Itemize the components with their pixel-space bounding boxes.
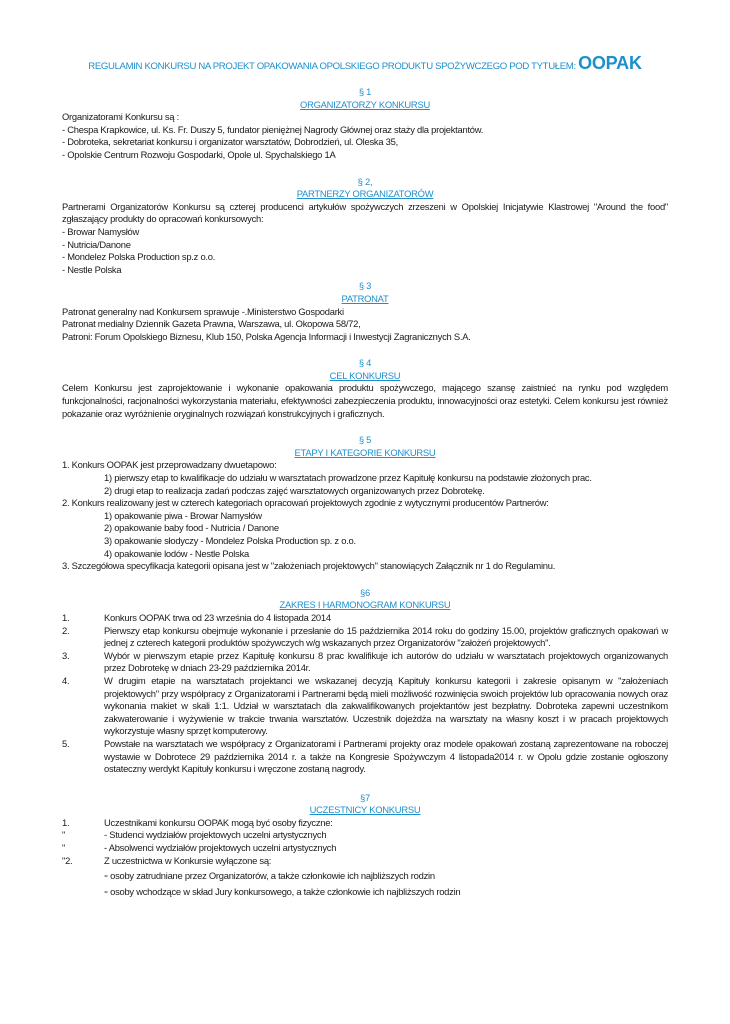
list-item: 1) pierwszy etap to kwalifikacje do udziału w warsztatach prowadzone przez Kapitułę konkursu na podstawie złożonych prac. (104, 472, 592, 484)
item-number: 5. (62, 737, 70, 749)
dash-bullet: - (104, 883, 108, 898)
section-5-heading (62, 434, 668, 459)
list-item: - Chespa Krapkowice, ul. Ks. Fr. Duszy 5, fundator pieniężnej Nagrody Głównej oraz staży dla projektantów. (62, 123, 484, 135)
numbered-item (62, 738, 668, 776)
section-4-heading (62, 357, 668, 382)
numbered-item (62, 650, 668, 675)
section-title: ZAKRES I HARMONOGRAM KONKURSU (279, 599, 451, 611)
item-number: " (62, 842, 66, 854)
item-text: Powstałe na warsztatach we współpracy z Organizatorami i Partnerami projekty oraz modele opakowań zostaną zaprezentowane na roboczej wystawie w Dobrotece 29 października 2014 r. a także na Kongresie Spożywczym 4 listopada2014 r. w Opolu gdzie zostanie ogłoszony ostateczny werdykt Kapituły konkursu i wręczone zostaną nagrody. (104, 737, 668, 775)
section-number: §6 (360, 586, 370, 598)
item-text: osoby zatrudniane przez Organizatorów, a także członkowie ich najbliższych rodzin (107, 870, 435, 882)
paragraph: Celem Konkursu jest zaprojektowanie i wykonanie opakowania produktu spożywczego, mającego szansę zaistnieć na rynku pod względem funkcjonalności, racjonalności wykorzystania materiału, efektywności zabezpieczenia produktu, innowacyjności oraz estetyki. Celem konkursu jest również pokazanie oraz wyróżnienie oryginalnych rozwiązań konstrukcyjnych i graficznych. (62, 382, 668, 419)
list-item: - Browar Namysłów (62, 225, 140, 237)
section-title: UCZESTNICY KONKURSU (309, 804, 421, 816)
section-2-heading (62, 176, 668, 201)
section-number: § 1 (358, 86, 372, 97)
item-text: Wybór w pierwszym etapie przez Kapitułę konkursu 8 prac kwalifikuje ich autorów do udziału w warsztatach projektowych organizowanych przez Dobrotekę w dniach 23-29 października 2014r. (104, 649, 668, 674)
numbered-item (62, 625, 668, 650)
list-item: - Nestle Polska (62, 263, 122, 275)
section-number: § 3 (358, 280, 372, 292)
item-text: - Studenci wydziałów projektowych uczelni artystycznych (104, 829, 327, 841)
item-number: 1. (62, 611, 70, 623)
list-item: - Nutricia/Danone (62, 238, 131, 250)
item-text: W drugim etapie na warsztatach projektanci we wskazanej decyzją Kapituły konkursu kategorii i zakresie opisanym w "założeniach projektowych" przy współpracy z Organizatorami i Partnerami będą mieli możliwość rozwinięcia swoich projektów lub opracowania nowych oraz wykonania makiet w skali 1:1. Udział w warsztatach dla zakwalifikowanych projektantów jest bezpłatny. Dobroteka zapewni uczestnikom zakwaterowanie i wyżywienie w trakcie trwania warsztatów. Uczestnik dojeżdża na warsztaty na własny koszt i w pracach projektowych wykorzystuje własny sprzęt komputerowy. (104, 674, 668, 737)
paragraph: Partnerami Organizatorów Konkursu są czterej producenci artykułów spożywczych zrzeszeni w Opolskiej Inicjatywie Klastrowej "Around the food" zgłaszający produkty do opracowań konkursowych: (62, 200, 668, 225)
item-number: 3. (62, 649, 70, 661)
item-number: " (62, 829, 66, 841)
paragraph: 3. Szczegółowa specyfikacja kategorii opisana jest w "założeniach projektowych" stanowiących Załącznik nr 1 do Regulaminu. (62, 560, 556, 572)
item-number: "2. (62, 854, 73, 866)
numbered-item (62, 675, 668, 738)
list-item: Patroni: Forum Opolskiego Biznesu, Klub 150, Polska Agencja Informacji i Inwestycji Zagranicznych S.A. (62, 330, 471, 342)
item-text: - Absolwenci wydziałów projektowych uczelni artystycznych (104, 842, 337, 854)
item-text: Pierwszy etap konkursu obejmuje wykonanie i przesłanie do 15 października 2014 roku do godziny 15.00, projektów graficznych opakowań w jednej z czterech kategorii produktów spożywczych w/g wskazanych przez Organizatorów "założeń projektowych". (104, 624, 668, 649)
paragraph: 1. Konkurs OOPAK jest przeprowadzany dwuetapowo: (62, 459, 277, 471)
item-text: Uczestnikami konkursu OOPAK mogą być osoby fizyczne: (104, 816, 333, 828)
list-item: 4) opakowanie lodów - Nestle Polska (104, 547, 249, 559)
section-title: PARTNERZY ORGANIZATORÓW (296, 188, 434, 200)
paragraph: 2. Konkurs realizowany jest w czterech kategoriach opracowań projektowych zgodnie z wytycznymi producentów Partnerów: (62, 497, 549, 509)
document-title (62, 52, 668, 78)
list-item: 1) opakowanie piwa - Browar Namysłów (104, 509, 262, 521)
item-text: Konkurs OOPAK trwa od 23 września do 4 listopada 2014 (104, 611, 331, 623)
dash-bullet: - (104, 868, 108, 883)
item-number: 1. (62, 816, 70, 828)
item-text: osoby wchodzące w skład Jury konkursowego, a także członkowie ich najbliższych rodzin (107, 885, 461, 897)
list-item (62, 885, 668, 899)
section-title: PATRONAT (341, 292, 389, 304)
section-number: § 5 (358, 434, 372, 446)
section-1-heading (62, 86, 668, 111)
section-7-heading (62, 792, 668, 817)
numbered-item (62, 842, 668, 855)
list-item: 2) opakowanie baby food - Nutricia / Danone (104, 522, 279, 534)
numbered-item (62, 855, 668, 868)
section-title: ETAPY I KATEGORIE KONKURSU (294, 446, 436, 458)
section-title: CEL KONKURSU (329, 369, 401, 381)
list-item: - Dobroteka, sekretariat konkursu i organizator warsztatów, Dobrodzień, ul. Oleska 35, (62, 136, 398, 148)
list-item: - Opolskie Centrum Rozwoju Gospodarki, Opole ul. Spychalskiego 1A (62, 148, 336, 160)
item-number: 2. (62, 624, 70, 636)
item-text: Z uczestnictwa w Konkursie wyłączone są: (104, 854, 272, 866)
title-brand: OOPAK (578, 53, 642, 73)
numbered-item (62, 612, 668, 625)
section-6-heading (62, 587, 668, 612)
list-item: 3) opakowanie słodyczy - Mondelez Polska Production sp. z o.o. (104, 535, 356, 546)
list-item: Patronat medialny Dziennik Gazeta Prawna, Warszawa, ul. Okopowa 58/72, (62, 318, 361, 330)
section-number: § 2, (357, 175, 373, 187)
list-item (62, 869, 668, 883)
paragraph: Organizatorami Konkursu są : (62, 111, 180, 123)
numbered-item (62, 829, 668, 842)
section-number: § 4 (358, 357, 372, 369)
regulations-document (62, 52, 668, 898)
section-number: §7 (360, 791, 370, 803)
section-title: ORGANIZATORZY KONKURSU (300, 98, 430, 110)
list-item: - Mondelez Polska Production sp.z o.o. (62, 251, 216, 263)
item-number: 4. (62, 674, 70, 686)
title-text: REGULAMIN KONKURSU NA PROJEKT OPAKOWANIA OPOLSKIEGO PRODUKTU SPOŻYWCZEGO POD TYTUŁEM: (88, 61, 579, 72)
list-item: 2) drugi etap to realizacja zadań podczas zajęć warsztatowych organizowanych przez Dobrotekę. (104, 484, 485, 496)
section-3-heading (62, 280, 668, 305)
list-item: Patronat generalny nad Konkursem sprawuje -.Ministerstwo Gospodarki (62, 305, 344, 317)
numbered-item (62, 817, 668, 830)
